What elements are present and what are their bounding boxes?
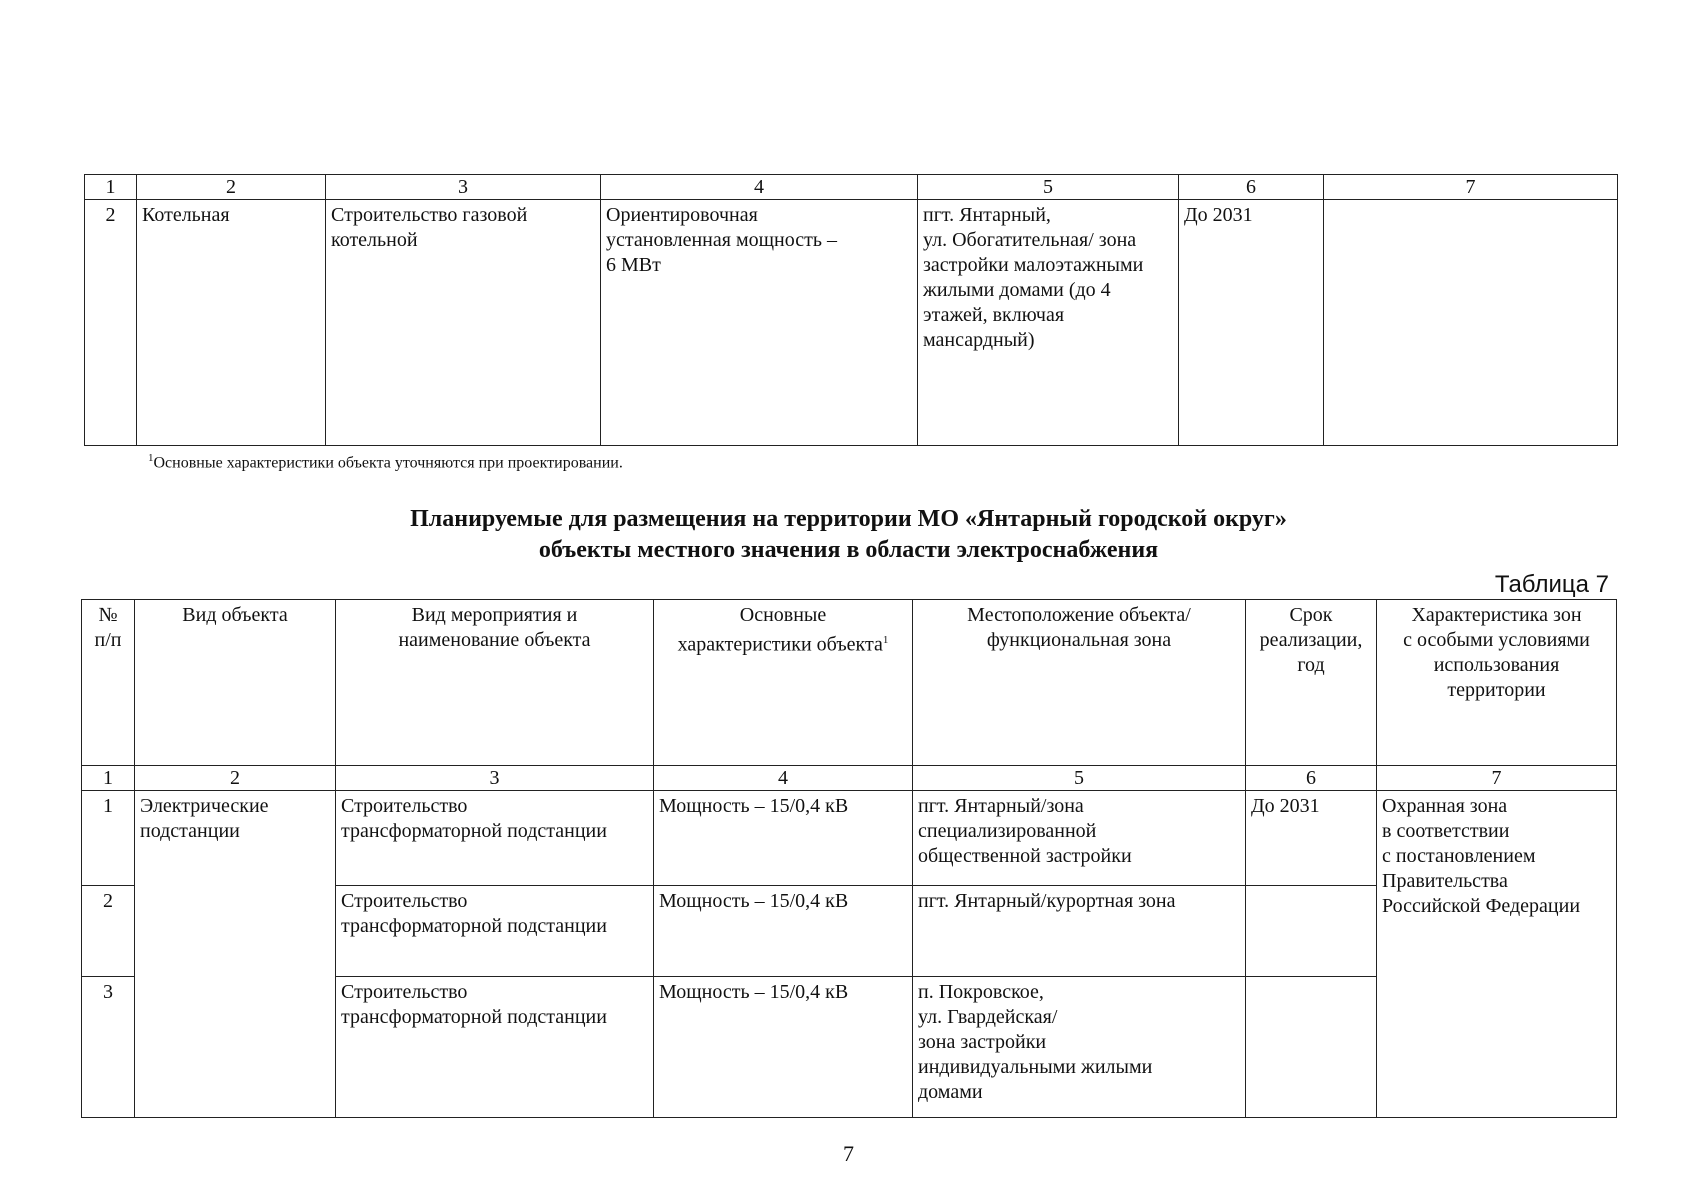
column-number-row: [82, 766, 1617, 791]
heading-line-2: объекты местного значения в области электроснабжения: [538, 537, 1159, 563]
characteristics: Мощность – 15/0,4 кВ: [654, 791, 913, 886]
header-row: [82, 600, 1617, 766]
header-location: Местоположение объекта/ функциональная зона: [913, 600, 1246, 766]
column-number: 4: [601, 175, 918, 200]
page-number: 7: [843, 1141, 854, 1166]
column-number: 4: [654, 766, 913, 791]
column-number: 5: [918, 175, 1179, 200]
header-term: Срок реализации, год: [1246, 600, 1377, 766]
header-special-zone: Характеристика зон с особыми условиями использования территории: [1377, 600, 1617, 766]
row-number: 3: [82, 977, 135, 1118]
location: пгт. Янтарный/курортная зона: [913, 886, 1246, 977]
column-number: 1: [85, 175, 137, 200]
header-characteristics-mark: 1: [882, 634, 889, 646]
special-zone: Охранная зона в соответствии с постановлением Правительства Российской Федерации: [1377, 791, 1617, 1118]
heading-line-1: Планируемые для размещения на территории МО «Янтарный городской округ»: [410, 506, 1287, 532]
header-num: № п/п: [82, 600, 135, 766]
footnote-text: Основные характеристики объекта уточняются при проектировании.: [153, 454, 623, 472]
location: пгт. Янтарный/зона специализированной общественной застройки: [913, 791, 1246, 886]
column-number-row: [85, 175, 1618, 200]
header-characteristics: [654, 600, 913, 766]
column-number: 1: [82, 766, 135, 791]
header-object-type: Вид объекта: [135, 600, 336, 766]
row-number: 1: [82, 791, 135, 886]
header-activity: Вид мероприятия и наименование объекта: [336, 600, 654, 766]
special-zone: [1324, 200, 1618, 446]
characteristics: Ориентировочная установленная мощность – 6 МВт: [601, 200, 918, 446]
activity: Строительство трансформаторной подстанции: [336, 886, 654, 977]
implementation-term: До 2031: [1179, 200, 1324, 446]
row-number: 2: [85, 200, 137, 446]
location: пгт. Янтарный, ул. Обогатительная/ зона застройки малоэтажными жилыми домами (до 4 этажей, включая мансардный): [918, 200, 1179, 446]
implementation-term: [1246, 977, 1377, 1118]
row-number: 2: [82, 886, 135, 977]
activity: Строительство трансформаторной подстанции: [336, 791, 654, 886]
table-row: [85, 200, 1618, 446]
location: п. Покровское, ул. Гвардейская/ зона застройки индивидуальными жилыми домами: [913, 977, 1246, 1118]
object-type: Котельная: [137, 200, 326, 446]
column-number: 3: [336, 766, 654, 791]
column-number: 7: [1324, 175, 1618, 200]
footnote-mark: 1: [148, 452, 154, 464]
table-power-supply: [81, 599, 1617, 1118]
column-number: 2: [135, 766, 336, 791]
table-row: [82, 791, 1617, 886]
characteristics: Мощность – 15/0,4 кВ: [654, 977, 913, 1118]
footnote: [148, 448, 623, 473]
table-heat-supply-continuation: [84, 174, 1618, 446]
activity: Строительство трансформаторной подстанции: [336, 977, 654, 1118]
characteristics: Мощность – 15/0,4 кВ: [654, 886, 913, 977]
column-number: 7: [1377, 766, 1617, 791]
implementation-term: До 2031: [1246, 791, 1377, 886]
column-number: 3: [326, 175, 601, 200]
activity: Строительство газовой котельной: [326, 200, 601, 446]
column-number: 6: [1246, 766, 1377, 791]
section-heading: [0, 504, 1697, 566]
object-type: Электрические подстанции: [135, 791, 336, 1118]
table-label: Таблица 7: [1494, 571, 1609, 598]
implementation-term: [1246, 886, 1377, 977]
column-number: 6: [1179, 175, 1324, 200]
header-characteristics-text: Основные характеристики объекта: [677, 604, 883, 656]
column-number: 5: [913, 766, 1246, 791]
column-number: 2: [137, 175, 326, 200]
